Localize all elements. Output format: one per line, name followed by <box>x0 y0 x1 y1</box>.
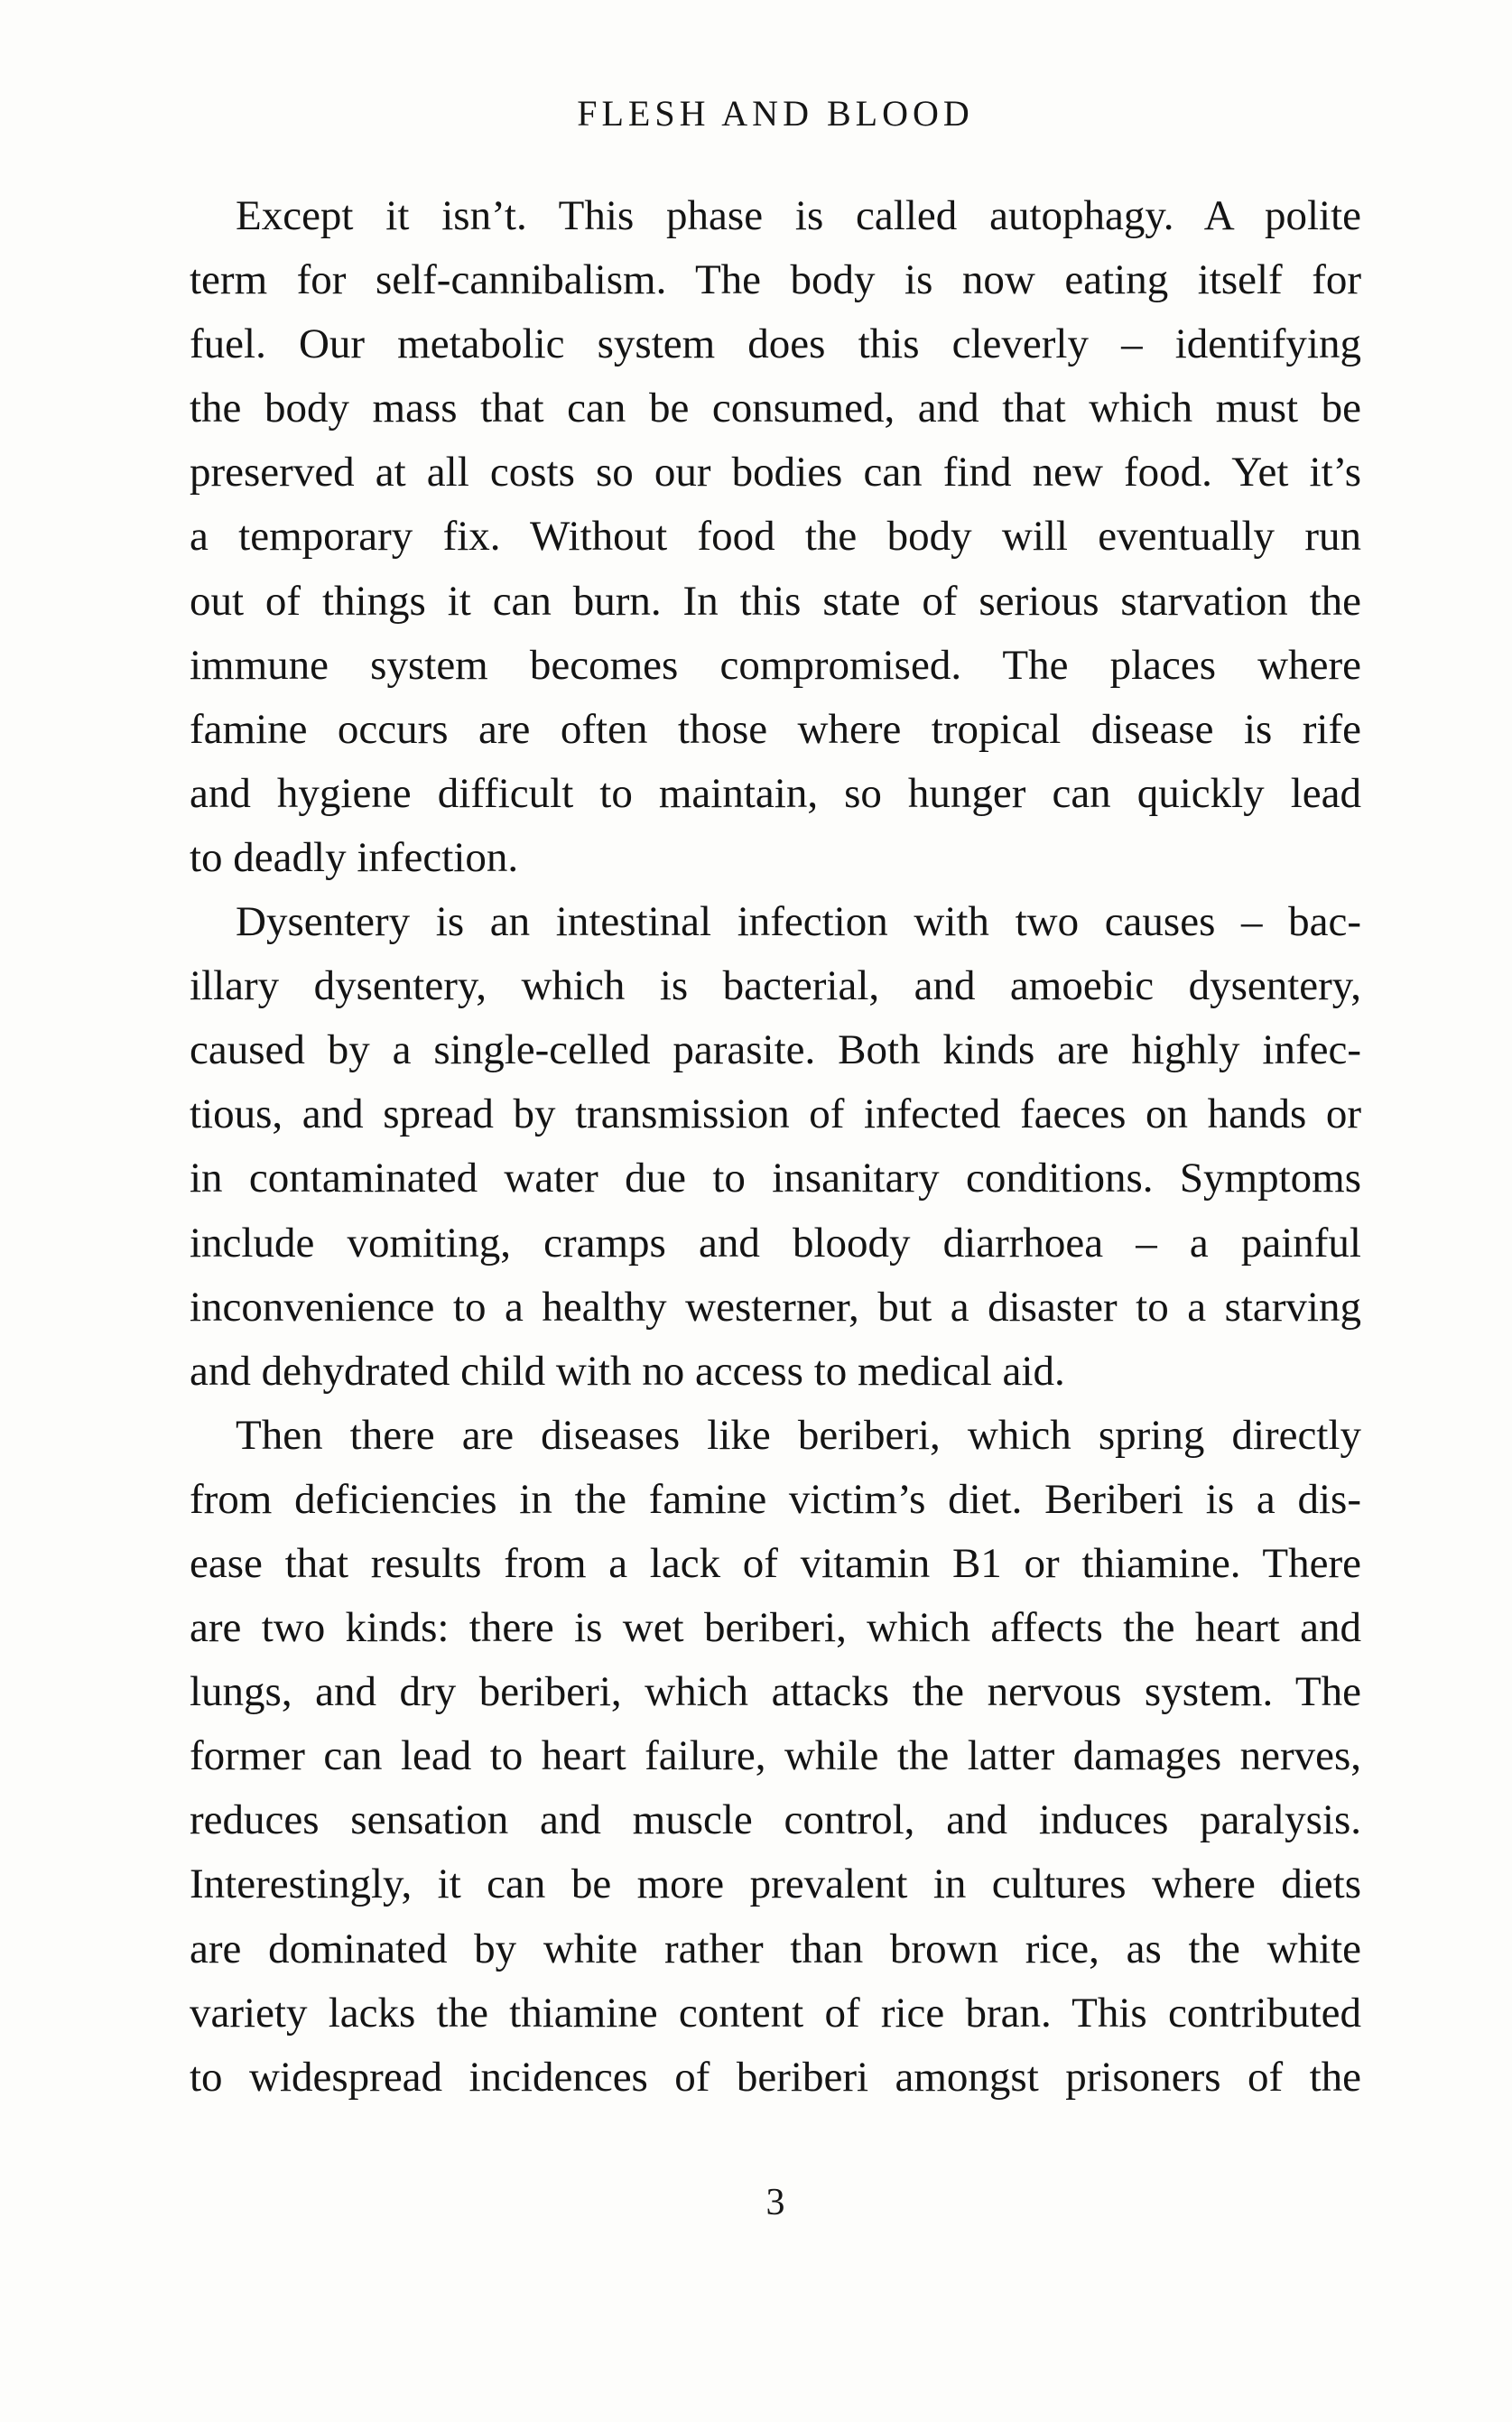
text-line: term for self-cannibalism. The body is now eating itself for <box>190 256 1361 304</box>
text-line: out of things it can burn. In this state of serious starvation the <box>190 577 1361 625</box>
text-line: a temporary fix. Without food the body will eventually run <box>190 513 1361 561</box>
text-line: immune system becomes compromised. The places where <box>190 641 1361 689</box>
body-text <box>190 184 1361 2110</box>
paragraph <box>190 890 1361 1404</box>
text-line: and dehydrated child with no access to medical aid. <box>190 1347 1065 1395</box>
running-head: FLESH AND BLOOD <box>577 93 974 134</box>
text-line: illary dysentery, which is bacterial, and amoebic dysentery, <box>190 962 1361 1010</box>
page-number: 3 <box>765 2182 785 2223</box>
text-line: fuel. Our metabolic system does this cleverly – identifying <box>190 320 1361 368</box>
text-line: Interestingly, it can be more prevalent in cultures where diets <box>190 1861 1361 1908</box>
text-line: lungs, and dry beriberi, which attacks the nervous system. The <box>190 1668 1361 1716</box>
text-line: ease that results from a lack of vitamin B1 or thiamine. There <box>190 1539 1361 1587</box>
text-line: reduces sensation and muscle control, and induces paralysis. <box>190 1796 1361 1844</box>
text-line: are dominated by white rather than brown rice, as the white <box>190 1925 1361 1972</box>
text-line: in contaminated water due to insanitary conditions. Symptoms <box>190 1155 1361 1202</box>
text-line: variety lacks the thiamine content of rice bran. This contributed <box>190 1989 1361 2037</box>
text-line: preserved at all costs so our bodies can find new food. Yet it’s <box>190 449 1361 496</box>
text-line: caused by a single-celled parasite. Both kinds are highly infec- <box>190 1026 1361 1074</box>
text-line: are two kinds: there is wet beriberi, which affects the heart and <box>190 1604 1361 1652</box>
text-line: to widespread incidences of beriberi amongst prisoners of the <box>190 2053 1361 2101</box>
text-line: famine occurs are often those where tropical disease is rife <box>190 705 1361 753</box>
text-line: from deficiencies in the famine victim’s diet. Beriberi is a dis- <box>190 1475 1361 1523</box>
text-line: former can lead to heart failure, while the latter damages nerves, <box>190 1732 1361 1780</box>
text-line: and hygiene difficult to maintain, so hunger can quickly lead <box>190 769 1361 817</box>
paragraph <box>190 1404 1361 2110</box>
text-line: the body mass that can be consumed, and that which must be <box>190 385 1361 432</box>
text-line: inconvenience to a healthy westerner, but a disaster to a starving <box>190 1283 1361 1331</box>
text-line: Dysentery is an intestinal infection with two causes – bac- <box>236 898 1361 946</box>
text-line: to deadly infection. <box>190 833 519 881</box>
text-line: include vomiting, cramps and bloody diarrhoea – a painful <box>190 1219 1361 1267</box>
paragraph <box>190 184 1361 890</box>
text-line: tious, and spread by transmission of infected faeces on hands or <box>190 1090 1361 1138</box>
text-line: Then there are diseases like beriberi, which spring directly <box>236 1411 1361 1459</box>
text-line: Except it isn’t. This phase is called autophagy. A polite <box>236 192 1361 239</box>
